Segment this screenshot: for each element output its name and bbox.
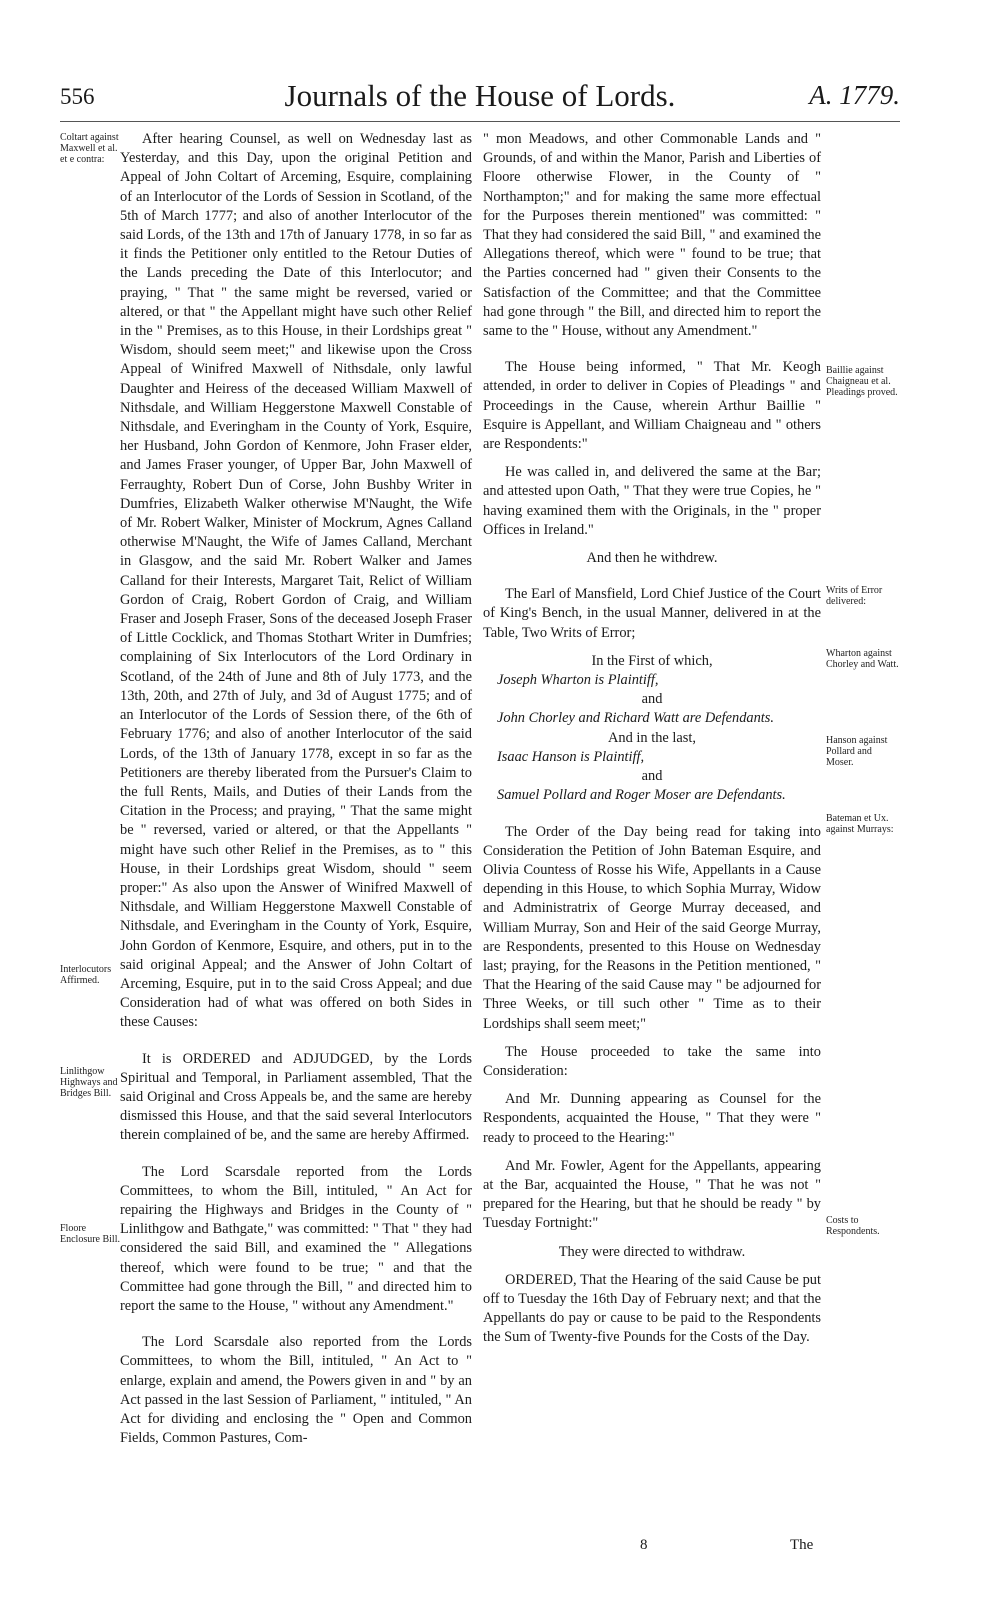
margin-note-costs: Costs to Respondents. (826, 1215, 880, 1237)
left-column (120, 130, 472, 1448)
linlithgow-report-paragraph: The Lord Scarsdale reported from the Lords Committees, to whom the Bill, intituled, " An Act for repairing the Highways and Bridges in the County of " Linlithgow and Bathgate," was committed: " That " they had considered the said Bill, and examined the " Allegations thereof, which were found to be true; " and that the Committee had gone through the Bill, " and directed him to report the same to the House, " without any Amendment." (120, 1163, 472, 1314)
bateman-order-paragraph: The Order of the Day being read for taking into Consideration the Petition of John Bateman Esquire, and Olivia Countess of Rosse his Wife, Appellants in a Cause depending in this House, to which Sophia Murray, Widow and Administratrix of George Murray deceased, and William Murray, Son and Heir of the said George Murray, are Respondents, presented to this House on Wednesday last; praying, for the Reasons in the Petition mentioned, " That the Hearing of the said Cause may " be adjourned for Three Weeks, or till such other " Time as to their Lordships shall seem meet;" (483, 823, 821, 1032)
first-writ-intro: In the First of which, (591, 652, 713, 669)
hanson-defendants: Samuel Pollard and Roger Moser are Defendants. (497, 787, 786, 804)
directed-withdraw-line: They were directed to withdraw. (558, 1243, 746, 1260)
wharton-and: and (641, 691, 663, 708)
withdrew-line: And then he withdrew. (586, 550, 718, 567)
ordered-hearing-paragraph: ORDERED, That the Hearing of the said Cause be put off to Tuesday the 16th Day of February next; and that the Appellants do pay or cause to be paid to the Respondents the Sum of Twenty-five Pounds for the Costs of the Day. (483, 1271, 821, 1346)
margin-note-linlithgow: Linlithgow Highways and Bridges Bill. (60, 1066, 118, 1099)
floore-report-paragraph: The Lord Scarsdale also reported from the Lords Committees, to whom the Bill, intituled, " An Act to " enlarge, explain and amend, the Powers given in and " by an Act passed in the last Session of Parliament, " intituled, " An Act for dividing and enclosing the " Open and Common Fields, Common Pastures, Com- (120, 1334, 472, 1447)
called-in-paragraph: He was called in, and delivered the same at the Bar; and attested upon Oath, " That they were true Copies, he " having examined them with the Originals, in the " proper Offices in Ireland." (483, 464, 821, 538)
hanson-plaintiff: Isaac Hanson is Plaintiff, (497, 748, 645, 765)
keogh-paragraph: The House being informed, " That Mr. Keogh attended, in order to deliver in Copies of Pleadings " and Proceedings in the Cause, wherein Arthur Baillie " Esquire is Appellant, and William Chaigneau and " others are Respondents:" (483, 359, 821, 453)
dunning-paragraph: And Mr. Dunning appearing as Counsel for the Respondents, acquainted the House, " That they were " ready to proceed to the Hearing:" (483, 1091, 821, 1146)
last-writ-intro: And in the last, (608, 729, 696, 746)
margin-note-baillie: Baillie against Chaigneau et al. Pleadings proved. (826, 365, 898, 398)
journal-title: Journals of the House of Lords. (284, 78, 676, 113)
fowler-paragraph: And Mr. Fowler, Agent for the Appellants, appearing at the Bar, acquainted the House, " That he was not " prepared for the Hearing, but that he should be ready " by Tuesday Fortnight:" (483, 1157, 821, 1232)
order-adjudged-paragraph: It is ORDERED and ADJUDGED, by the Lords Spiritual and Temporal, in Parliament assembled, That the said Original and Cross Appeals be, and the same are hereby dismissed this House, and that the said several Interlocutors therein complained of be, and the same are hereby Affirmed. (120, 1050, 472, 1144)
catchword: The (790, 1537, 814, 1553)
signature-mark: 8 (640, 1537, 648, 1553)
page-header (60, 78, 900, 118)
margin-note-bateman: Bateman et Ux. against Murrays: (826, 813, 894, 835)
wharton-plaintiff: Joseph Wharton is Plaintiff, (497, 672, 659, 689)
coltart-appeal-paragraph: After hearing Counsel, as well on Wednesday last as Yesterday, and this Day, upon the original Petition and Appeal of John Coltart of Arceming, Esquire, complaining of an Interlocutor of the Lords of Session in Scotland, of the 5th of March 1777; and also of another Interlocutor of the said Lords, of the 13th and 17th of January 1778, in so far as it finds the Petitioner only entitled to the Retour Duties of the Lands preceding the Date of this Interlocutor; and praying, " That " the same might be reversed, varied or altered, or that " the Appellant might have such other Relief in the " Premises, as to this House, in their Lordships great " Wisdom, should seem meet;" and likewise upon the Cross Appeal of Winifred Maxwell of Nithsdale, only lawful Daughter and Heiress of the deceased William Maxwell of Nithsdale, and William Heggerstone Maxwell Constable of Nithsdale, and Everingham in the County of York, Esquire, her Husband, John Gordon of Kenmore, John Fraser elder, and James Fraser younger, of Upper Bar, John Maxwell of Ferraughty, Robert Dun of Corse, John Bushby Writer in Dumfries, Elizabeth Walker otherwise M'Naught, the Wife of Mr. Robert Walker, Minister of Mockrum, Agnes Calland otherwise M'Naught, the Wife of James Calland, Merchant in Glasgow, and the said Mr. Robert Walker and James Calland for their Interests, Margaret Tait, Relict of William Gordon of Craig, Robert Gordon of Craig, and William Fraser and Joseph Fraser, Sons of the deceased Joseph Fraser of Little Cocklick, and Thomas Stothart Writer in Dumfries; complaining of Six Interlocutors of the Lord Ordinary in Scotland, of the 24th of June and 8th of July 1773, and the 13th, 20th, and 27th of July, and 3d of August 1775; and of an Interlocutor of the Lords of Session there, of the 6th of February 1776; and also of another Interlocutor of the said Lords, of the 13th of January 1778, except in so far as the Petitioners are thereby liberated from the Pursuer's Claim to the full Rents, Mails, and Duties of their Lands from the Citation in the Process; and praying, " That the same might be " reversed, varied or altered, or that the Appellants " might have such other Relief in the Premises, as to " this House, in their Lordships great Wisdom, should " seem proper:" As also upon the Answer of Winifred Maxwell of Nithsdale, and William Heggerstone Maxwell Constable of Nithsdale, and Everingham in the County of York, Esquire, John Gordon of Kenmore, Esquire, and others, put in to the said original Appeal; and the Answer of John Coltart of Arceming, Esquire, put in to the said Cross Appeal; and due Consideration had of what was offered on both Sides in these Causes: (120, 131, 472, 1031)
mansfield-paragraph: The Earl of Mansfield, Lord Chief Justice of the Court of King's Bench, in the usual Manner, delivered in at the Table, Two Writs of Error; (483, 586, 821, 641)
header-rule (60, 121, 900, 122)
page-number: 556 (60, 84, 95, 109)
floore-report-continued: " mon Meadows, and other Commonable Lands and " Grounds, of and within the Manor, Parish and Liberties of Floore otherwise Flower, in the County of " Northampton;" and for making the same more effectual for the Purposes therein mentioned" was committed: " That they had considered the said Bill, " and examined the Allegations thereof, which were " found to be true; that the Parties concerned had " given their Consents to the Satisfaction of the Committee; and that the Committee had gone through " the Bill, and directed him to report the same to the " House, without any Amendment." (483, 131, 821, 340)
margin-note-coltart: Coltart against Maxwell et al. et e contra: (60, 132, 119, 165)
hanson-and: and (641, 768, 663, 785)
house-proceeded-paragraph: The House proceeded to take the same into Consideration: (483, 1043, 821, 1079)
margin-note-hanson: Hanson against Pollard and Moser. (826, 735, 888, 768)
wharton-defendants: John Chorley and Richard Watt are Defendants. (497, 710, 774, 727)
margin-note-interlocutors: Interlocutors Affirmed. (60, 964, 112, 986)
year-heading: A. 1779. (809, 80, 900, 110)
margin-note-floore: Floore Enclosure Bill. (60, 1223, 120, 1245)
right-column (483, 130, 821, 1348)
margin-note-wharton: Wharton against Chorley and Watt. (826, 648, 899, 670)
margin-note-writs: Writs of Error delivered: (826, 585, 883, 607)
